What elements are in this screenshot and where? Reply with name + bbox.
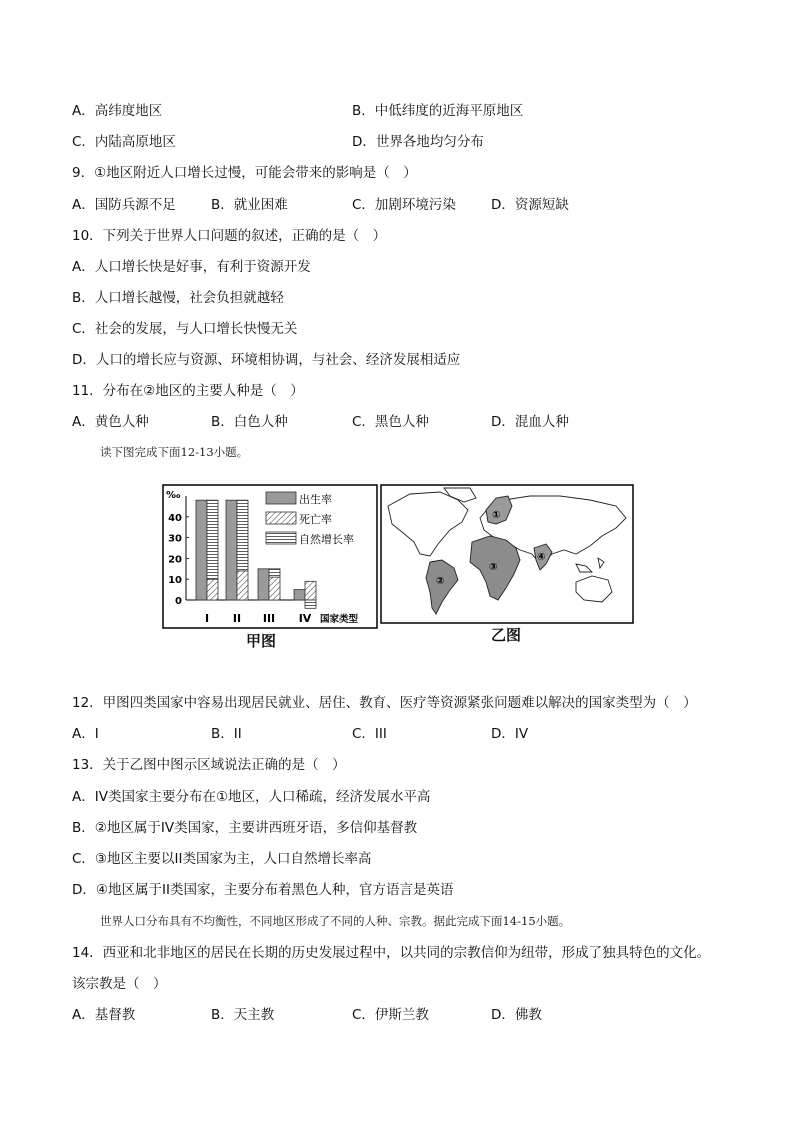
legend-label: 自然增长率 — [299, 533, 354, 546]
q10-option-a: A．人口增长快是好事，有利于资源开发 — [72, 259, 311, 275]
bar-natural-increase — [305, 600, 316, 608]
bar-natural-increase — [269, 569, 280, 577]
y-tick-label: 10 — [168, 575, 182, 587]
question-12-stem: 12．甲图四类国家中容易出现居民就业、居住、教育、医疗等资源紧张问题难以解决的国家类型为（ ） — [72, 695, 697, 711]
q11-option-d: D．混血人种 — [491, 414, 569, 430]
bar-birth-rate — [294, 590, 305, 600]
map-marker-1: ① — [492, 510, 501, 521]
y-tick-label: 40 — [168, 512, 182, 524]
category-label: III — [262, 612, 276, 625]
question-11-stem: 11．分布在②地区的主要人种是（ ） — [72, 383, 304, 399]
bar-birth-rate — [258, 569, 269, 600]
question-14-stem-line1: 14．西亚和北非地区的居民在长期的历史发展过程中，以共同的宗教信仰为纽带，形成了独具特色的文化。 — [72, 945, 711, 961]
map-caption: 乙图 — [491, 626, 522, 644]
q13-option-c: C．③地区主要以II类国家为主，人口自然增长率高 — [72, 851, 372, 867]
bar-birth-rate — [196, 500, 207, 600]
question-9-stem: 9．①地区附近人口增长过慢，可能会带来的影响是（ ） — [72, 165, 417, 181]
bar-natural-increase — [207, 500, 218, 579]
legend-label: 死亡率 — [299, 513, 332, 526]
q12-option-a: A．I — [72, 726, 99, 742]
q14-option-d: D．佛教 — [491, 1007, 542, 1023]
q11-option-c: C．黑色人种 — [352, 414, 429, 430]
x-axis-title: 国家类型 — [320, 614, 359, 625]
legend-label: 出生率 — [299, 493, 332, 506]
q11-option-b: B．白色人种 — [211, 414, 288, 430]
question-14-stem-line2: 该宗教是（ ） — [72, 976, 167, 992]
legend-swatch — [266, 492, 296, 504]
q14-option-b: B．天主教 — [211, 1007, 275, 1023]
bar-death-rate — [269, 577, 280, 600]
question-10-stem: 10．下列关于世界人口问题的叙述，正确的是（ ） — [72, 228, 387, 244]
question-13-stem: 13．关于乙图中图示区域说法正确的是（ ） — [72, 757, 346, 773]
bar-death-rate — [305, 581, 316, 600]
population-rate-bar-chart — [162, 484, 378, 630]
q9-option-b: B．就业困难 — [211, 197, 288, 213]
q12-option-b: B．II — [211, 726, 242, 742]
map-marker-3: ③ — [489, 562, 498, 573]
q11-option-a: A．黄色人种 — [72, 414, 149, 430]
bar-death-rate — [207, 579, 218, 600]
q8-option-a: A．高纬度地区 — [72, 103, 163, 119]
instruction-14-15: 世界人口分布具有不均衡性，不同地区形成了不同的人种、宗教。据此完成下面14-15小题。 — [100, 914, 571, 928]
y-tick-label: 30 — [168, 533, 182, 545]
category-label: IV — [298, 612, 312, 625]
q9-option-c: C．加剧环境污染 — [352, 197, 456, 213]
q10-option-d: D．人口的增长应与资源、环境相协调，与社会、经济发展相适应 — [72, 352, 461, 368]
world-map — [380, 484, 634, 624]
chart-frame — [163, 485, 377, 628]
y-tick-label: 20 — [168, 554, 182, 566]
q13-option-a: A．IV类国家主要分布在①地区，人口稀疏，经济发展水平高 — [72, 789, 431, 805]
y-axis-unit: ‰ — [166, 490, 181, 501]
q8-option-d: D．世界各地均匀分布 — [352, 134, 484, 150]
q14-option-c: C．伊斯兰教 — [352, 1007, 429, 1023]
category-label: I — [204, 612, 210, 625]
instruction-12-13: 读下图完成下面12-13小题。 — [100, 445, 249, 459]
q13-option-b: B．②地区属于IV类国家，主要讲西班牙语，多信仰基督教 — [72, 820, 418, 836]
bar-death-rate — [237, 571, 248, 600]
q9-option-a: A．国防兵源不足 — [72, 197, 176, 213]
legend-swatch — [266, 532, 296, 544]
bar-natural-increase — [237, 500, 248, 571]
q10-option-b: B．人口增长越慢，社会负担就越轻 — [72, 290, 284, 306]
q14-option-a: A．基督教 — [72, 1007, 136, 1023]
bar-birth-rate — [226, 500, 237, 600]
category-label: II — [232, 612, 242, 625]
q12-option-d: D．IV — [491, 726, 529, 742]
map-marker-2: ② — [436, 576, 445, 587]
q13-option-d: D．④地区属于II类国家，主要分布着黑色人种，官方语言是英语 — [72, 882, 454, 898]
q8-option-c: C．内陆高原地区 — [72, 134, 176, 150]
q8-option-b: B．中低纬度的近海平原地区 — [352, 103, 524, 119]
legend-swatch — [266, 512, 296, 524]
q10-option-c: C．社会的发展，与人口增长快慢无关 — [72, 321, 298, 337]
y-tick-label: 0 — [175, 596, 182, 607]
chart-caption: 甲图 — [246, 632, 277, 650]
map-marker-4: ④ — [537, 552, 546, 563]
q12-option-c: C．III — [352, 726, 387, 742]
q9-option-d: D．资源短缺 — [491, 197, 569, 213]
